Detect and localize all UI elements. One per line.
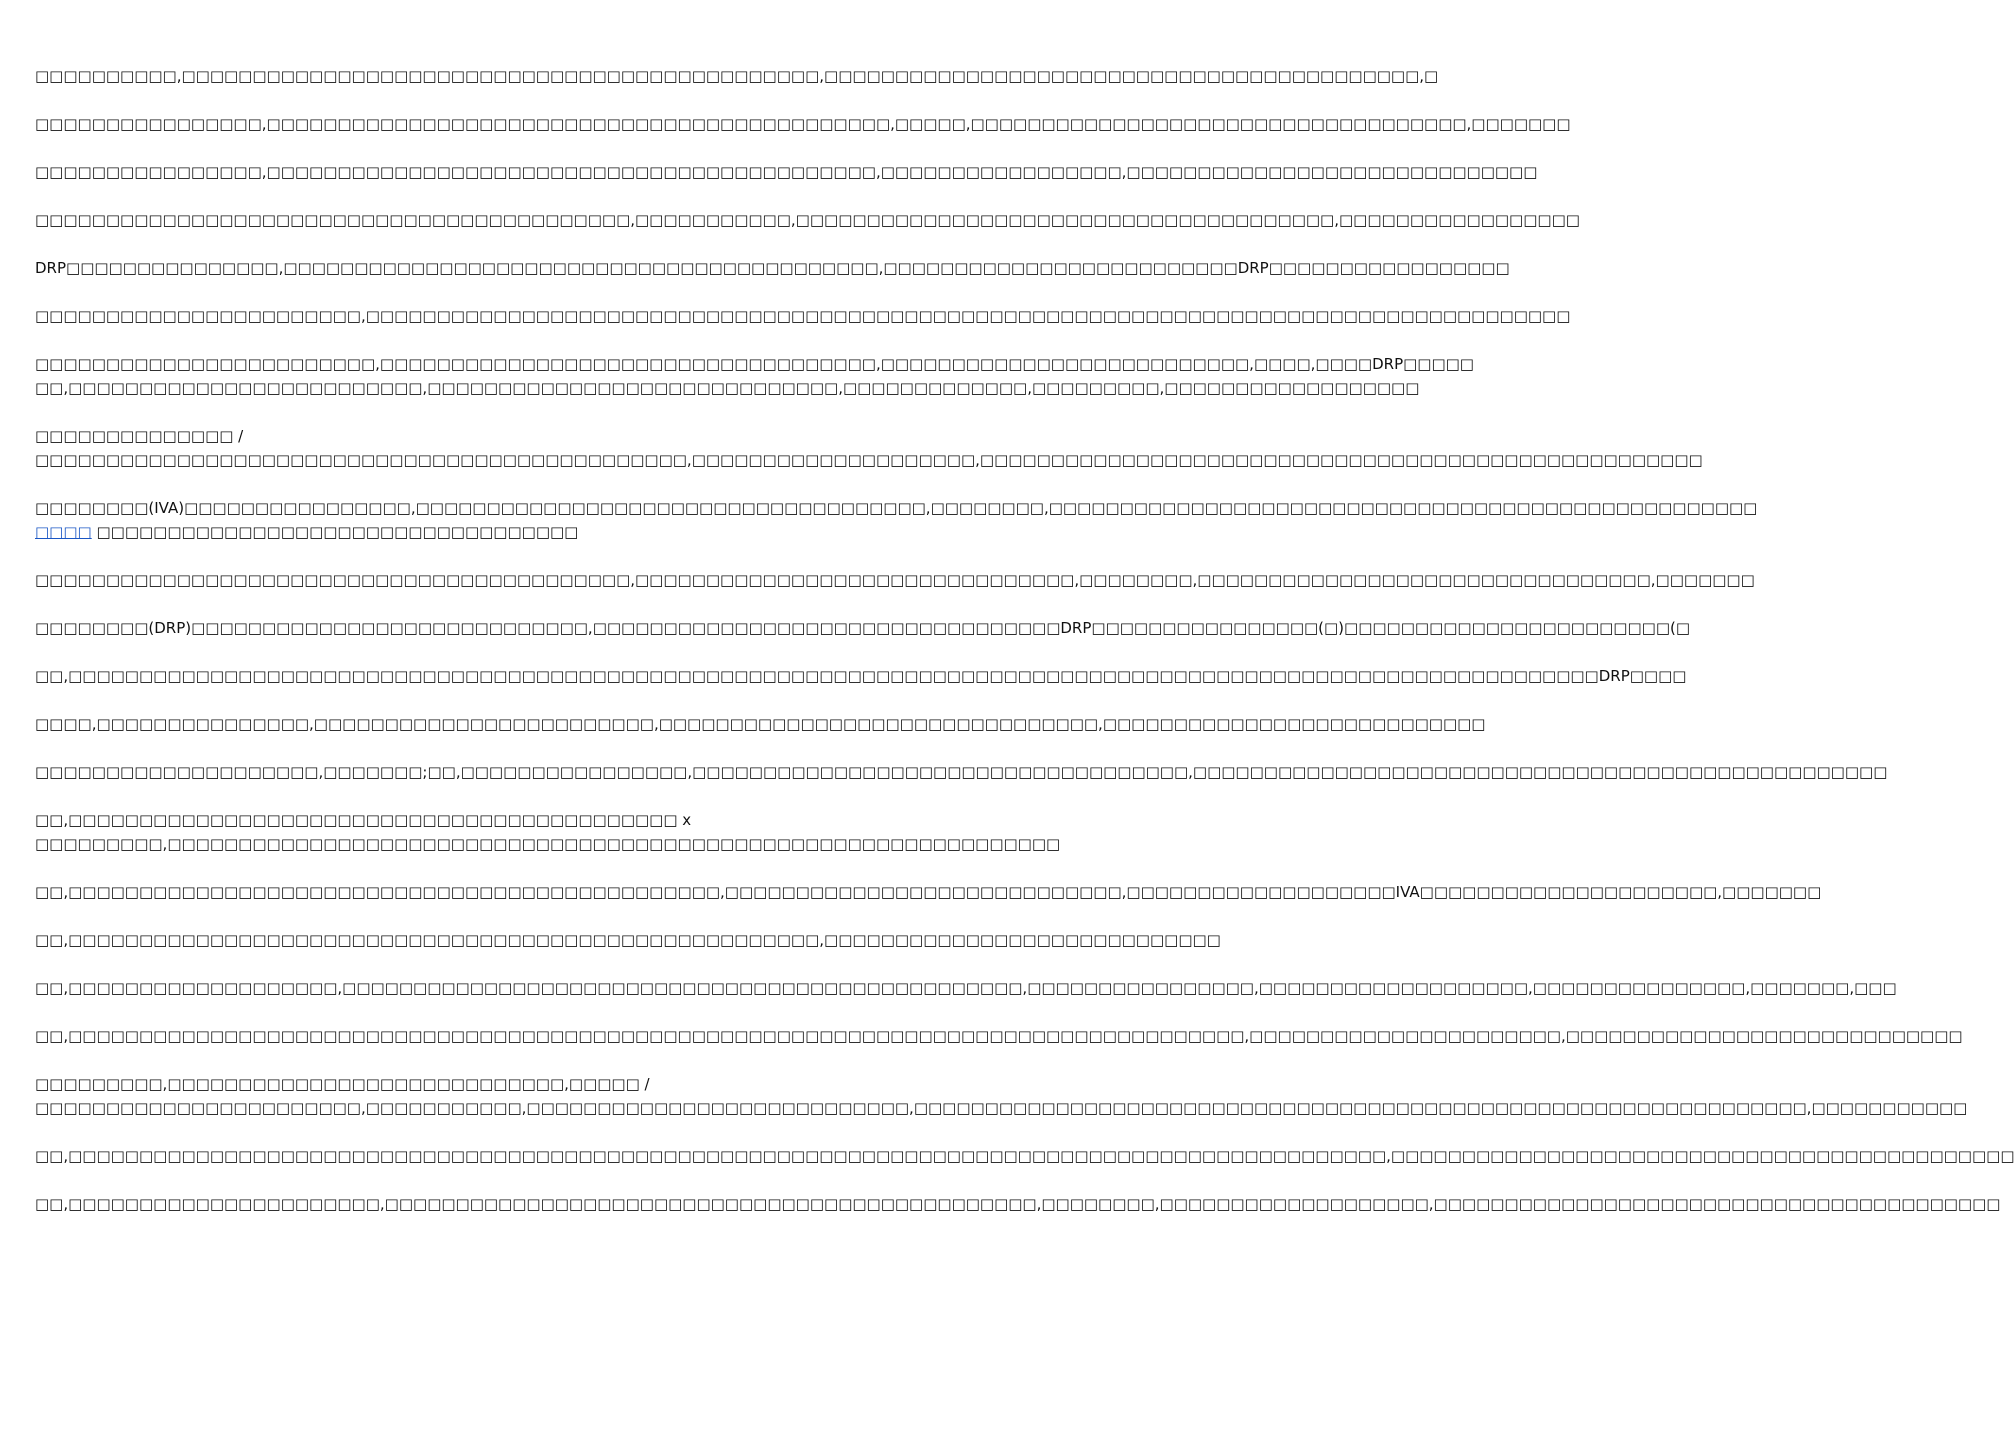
document-body [35,64,2015,1240]
paragraph [35,256,1510,280]
paragraph-line-tail: □□□□□□□□□□□□□□□□□□□□□□□□□□□□□□□□□□ [96,523,579,541]
paragraph-line: □□□□□□□□□□□□□□□□□□□□□□□,□□□□□□□□□□□,□□□□□□□□□□□□□□□□□□□□□□□□□□□,□□□□□□□□□□□□□□□□□□□□□□□□□□□□□□□□□□□□□□□□□□□□□□□□□□□□□□□□□□□□□□□,□□□□□□□□□□□ [35,1099,1968,1117]
paragraph-line: □□□□□□□□□□□□□□□□□□□□□□□,□□□□□□□□□□□□□□□□□□□□□□□□□□□□□□□□□□□□□□□□□□□□□□□□□□□□□□□□□□□□□□□□□□□□□□□□□□□□□□□□□□□□□ [35,307,1571,325]
paragraph-line: □□□□□□□□□□□□□□□□,□□□□□□□□□□□□□□□□□□□□□□□□□□□□□□□□□□□□□□□□□□□,□□□□□□□□□□□□□□□□□,□□□□□□□□□□□□□□□□□□□□□□□□□□□□□ [35,163,1538,181]
paragraph-line: □□,□□□□□□□□□□□□□□□□□□□□□□□□□□□□□□□□□□□□□□□□□□□□□□□□□□□□□□□□□□□□□□□□□□□□□□□□□□□□□□□□□□□,□□□□□□□□□□□□□□□□□□□□□□,□□□□□□□□□□□□□□□□□□□□□□□□□□□□ [35,1027,1963,1045]
paragraph-line: □□□□□□□□□,□□□□□□□□□□□□□□□□□□□□□□□□□□□□□□□□□□□□□□□□□□□□□□□□□□□□□□□□□□□□□□□ [35,835,1061,853]
paragraph-line: □□□□□□□□□□□□□□□□□□□□□□□□□□□□□□□□□□□□□□□□□□,□□□□□□□□□□□,□□□□□□□□□□□□□□□□□□□□□□□□□□□□□□□□□□□□□□,□□□□□□□□□□□□□□□□□ [35,211,1580,229]
paragraph [35,112,1571,136]
paragraph [35,424,1703,472]
paragraph-line: □□,□□□□□□□□□□□□□□□□□□□□□□□□□,□□□□□□□□□□□□□□□□□□□□□□□□□□□□□,□□□□□□□□□□□□□,□□□□□□□□□,□□□□□□□□□□□□□□□□□□ [35,379,1420,397]
paragraph [35,496,1758,544]
paragraph [35,208,1580,232]
paragraph [35,664,1687,688]
paragraph [35,712,1486,736]
paragraph [35,1024,1963,1048]
paragraph [35,880,1822,904]
paragraph-line: □□,□□□□□□□□□□□□□□□□□□□□□□□□□□□□□□□□□□□□□□□□□□□□□□□□□□□□□□□□□□□□□□□□□□□□□□□□□□□□□□□□□□□□□□□□□□□□□,□□□□□□□□□□□□□□□□□□□□□□□□□□□□□□□□□□□□□□□□□□□□ [35,1147,2015,1165]
paragraph-line: □□,□□□□□□□□□□□□□□□□□□□□□□,□□□□□□□□□□□□□□□□□□□□□□□□□□□□□□□□□□□□□□□□□□□□□□,□□□□□□□□,□□□□□□□□□□□□□□□□□□□,□□□□□□□□□□□□□□□□□□□□□□□□□□□□□□□□□□□□□□□□ [35,1195,2001,1213]
paragraph-line: □□□□□□□□□□□□□□ / [35,427,244,445]
paragraph-line: □□,□□□□□□□□□□□□□□□□□□□□□□□□□□□□□□□□□□□□□□□□□□□□□□□□□□□□□,□□□□□□□□□□□□□□□□□□□□□□□□□□□□ [35,931,1221,949]
paragraph-line: □□□□□□□□□□□□□□□□□□□□□□□□,□□□□□□□□□□□□□□□□□□□□□□□□□□□□□□□□□□□,□□□□□□□□□□□□□□□□□□□□□□□□□□,□□□□,□□□□DRP□□□□□ [35,355,1474,373]
paragraph-line-with-link [35,520,990,544]
paragraph [35,1192,2001,1216]
paragraph-line: □□,□□□□□□□□□□□□□□□□□□□□□□□□□□□□□□□□□□□□□□□□□□□□□□,□□□□□□□□□□□□□□□□□□□□□□□□□□□□,□□□□□□□□□□□□□□□□□□□IVA□□□□□□□□□□□□□□□□□□□□□,□□□□□□□ [35,883,1822,901]
paragraph [35,304,1571,328]
paragraph-line: □□□□□□□□□□□□□□□□□□□□□□□□□□□□□□□□□□□□□□□□□□,□□□□□□□□□□□□□□□□□□□□□□□□□□□□□□□,□□□□□□□□,□□□□□□□□□□□□□□□□□□□□□□□□□□□□□□□□,□□□□□□□ [35,571,1755,589]
paragraph-line: □□□□□□□□□□□□□□□□□□□□,□□□□□□□;□□,□□□□□□□□□□□□□□□□,□□□□□□□□□□□□□□□□□□□□□□□□□□□□□□□□□□□,□□□□□□□□□□□□□□□□□□□□□□□□□□□□□□□□□□□□□□□□□□□□□□□□□ [35,763,1888,781]
paragraph [35,976,1897,1000]
paragraph-line: □□,□□□□□□□□□□□□□□□□□□□□□□□□□□□□□□□□□□□□□□□□□□□□□□□□□□□□□□□□□□□□□□□□□□□□□□□□□□□□□□□□□□□□□□□□□□□□□□□□□□□□□□□□□□□□DRP□□□□ [35,667,1687,685]
paragraph-line: DRP□□□□□□□□□□□□□□□,□□□□□□□□□□□□□□□□□□□□□□□□□□□□□□□□□□□□□□□□□□,□□□□□□□□□□□□□□□□□□□□□□□□□DRP□□□□□□□□□□□□□□□□□ [35,259,1510,277]
paragraph-line: □□□□,□□□□□□□□□□□□□□□,□□□□□□□□□□□□□□□□□□□□□□□□,□□□□□□□□□□□□□□□□□□□□□□□□□□□□□□□,□□□□□□□□□□□□□□□□□□□□□□□□□□□ [35,715,1486,733]
paragraph [35,1144,2015,1168]
paragraph [35,568,1755,592]
paragraph [35,808,1061,856]
paragraph [35,616,1691,640]
paragraph [35,160,1538,184]
inline-link[interactable]: □□□□ [35,523,92,541]
paragraph-line: □□□□□□□□(DRP)□□□□□□□□□□□□□□□□□□□□□□□□□□□□,□□□□□□□□□□□□□□□□□□□□□□□□□□□□□□□□□DRP□□□□□□□□□□□□□□□□(□)□□□□□□□□□□□□□□□□□□□□□□□(□ [35,619,1691,637]
paragraph-line: □□□□□□□□(IVA)□□□□□□□□□□□□□□□□,□□□□□□□□□□□□□□□□□□□□□□□□□□□□□□□□□□□□,□□□□□□□□,□□□□□□□□□□□□□□□□□□□□□□□□□□□□□□□□□□□□□□□□□□□□□□□□□□ [35,499,1758,517]
paragraph-line: □□□□□□□□□□,□□□□□□□□□□□□□□□□□□□□□□□□□□□□□□□□□□□□□□□□□□□□□,□□□□□□□□□□□□□□□□□□□□□□□□□□□□□□□□□□□□□□□□□□,□ [35,67,1439,85]
paragraph [35,1072,1968,1120]
paragraph [35,760,1888,784]
paragraph-line: □□,□□□□□□□□□□□□□□□□□□□,□□□□□□□□□□□□□□□□□□□□□□□□□□□□□□□□□□□□□□□□□□□□□□□□,□□□□□□□□□□□□□□□□,□□□□□□□□□□□□□□□□□□□,□□□□□□□□□□□□□□□,□□□□□□□,□□□ [35,979,1897,997]
paragraph-line: □□□□□□□□□□□□□□□□,□□□□□□□□□□□□□□□□□□□□□□□□□□□□□□□□□□□□□□□□□□□□,□□□□□,□□□□□□□□□□□□□□□□□□□□□□□□□□□□□□□□□□□,□□□□□□□ [35,115,1571,133]
paragraph [35,64,1439,88]
paragraph-line: □□□□□□□□□,□□□□□□□□□□□□□□□□□□□□□□□□□□□□,□□□□□ / [35,1075,650,1093]
paragraph-line: □□□□□□□□□□□□□□□□□□□□□□□□□□□□□□□□□□□□□□□□□□□□□□,□□□□□□□□□□□□□□□□□□□□,□□□□□□□□□□□□□□□□□□□□□□□□□□□□□□□□□□□□□□□□□□□□□□□□□□□ [35,451,1703,469]
paragraph [35,928,1221,952]
paragraph [35,352,1474,400]
paragraph-line: □□,□□□□□□□□□□□□□□□□□□□□□□□□□□□□□□□□□□□□□□□□□□□ x [35,811,692,829]
